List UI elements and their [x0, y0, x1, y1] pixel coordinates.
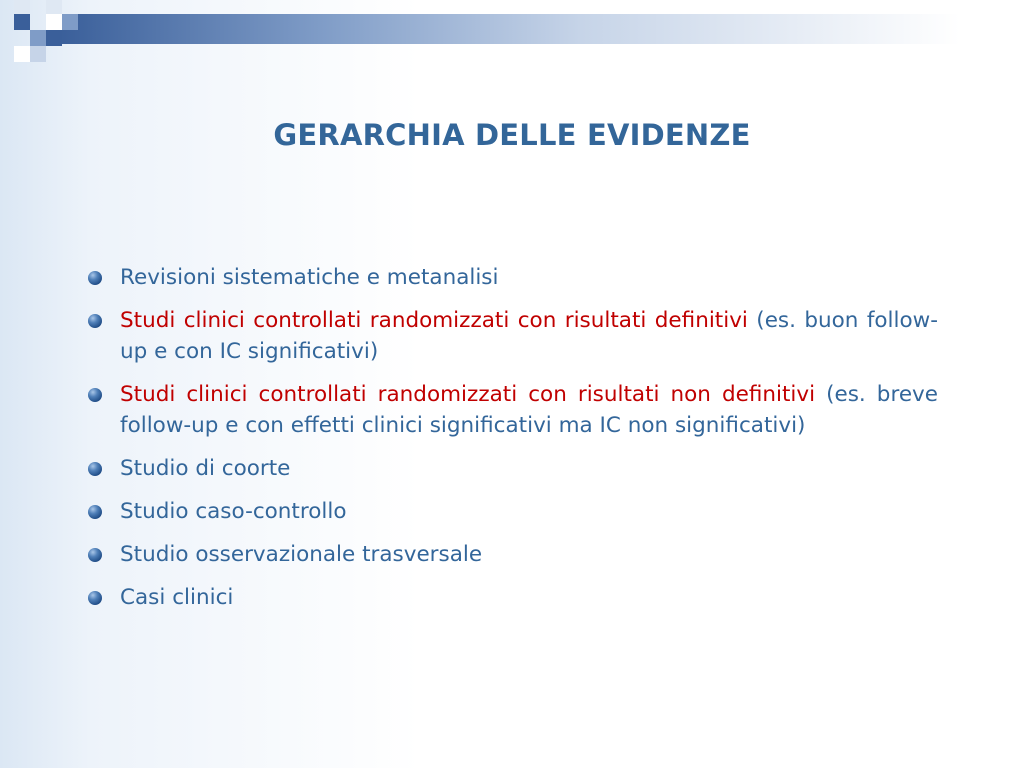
sphere-bullet-icon [88, 388, 102, 402]
list-item-highlight-text: Studi clinici controllati randomizzati con risultati definitivi [120, 308, 748, 333]
sphere-bullet-icon [88, 505, 102, 519]
list-item [86, 496, 938, 527]
decorative-square [30, 46, 46, 62]
list-item-text: Studio caso-controllo [120, 499, 347, 524]
header-gradient-band [60, 14, 1024, 44]
list-item-text: (es. breve follow-up e con effetti clinici significativi ma IC non significativi) [120, 382, 938, 438]
decorative-square [62, 14, 78, 30]
evidence-hierarchy-list [86, 262, 938, 625]
decorative-square [14, 46, 30, 62]
list-item [86, 379, 938, 441]
list-item [86, 262, 938, 293]
list-item [86, 453, 938, 484]
decorative-square [46, 30, 62, 46]
sphere-bullet-icon [88, 591, 102, 605]
slide-title: GERARCHIA DELLE EVIDENZE [273, 118, 751, 152]
list-item [86, 305, 938, 367]
list-item [86, 539, 938, 570]
list-item-text: Casi clinici [120, 585, 234, 610]
sphere-bullet-icon [88, 314, 102, 328]
list-item [86, 582, 938, 613]
list-item-text: Studio di coorte [120, 456, 291, 481]
list-item-text: Revisioni sistematiche e metanalisi [120, 265, 499, 290]
decorative-square [30, 30, 46, 46]
sphere-bullet-icon [88, 548, 102, 562]
sphere-bullet-icon [88, 462, 102, 476]
decorative-square [46, 14, 62, 30]
list-item-text: (es. buon follow-up e con IC significativi) [120, 308, 938, 364]
list-item-highlight-text: Studi clinici controllati randomizzati con risultati non definitivi [120, 382, 816, 407]
list-item-text: Studio osservazionale trasversale [120, 542, 483, 567]
decorative-square [14, 14, 30, 30]
sphere-bullet-icon [88, 271, 102, 285]
